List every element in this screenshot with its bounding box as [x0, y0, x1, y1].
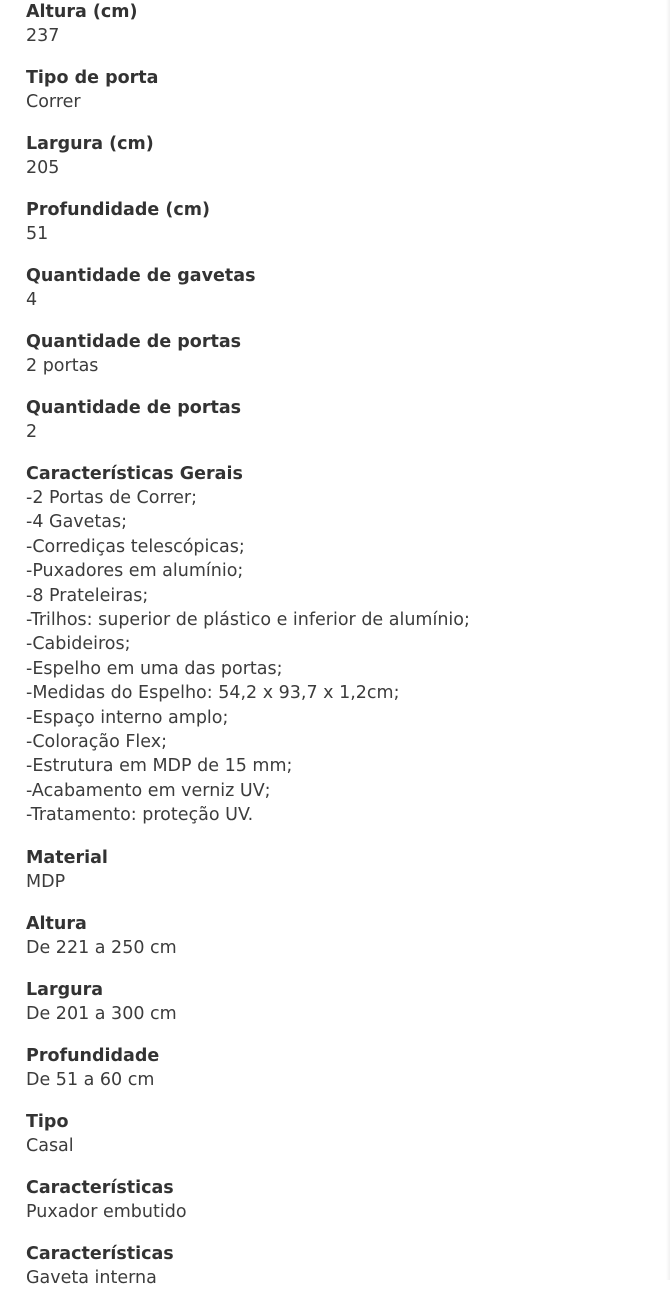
spec-label: Características	[26, 1243, 174, 1264]
spec-value: 2	[26, 422, 38, 442]
spec-label: Quantidade de gavetas	[26, 266, 256, 286]
spec-label: Tipo	[26, 1111, 69, 1132]
spec-quantidade-de-portas-numero	[26, 396, 656, 444]
spec-value: MDP	[26, 871, 66, 892]
spec-value: 4	[26, 290, 38, 310]
spec-value: De 221 a 250 cm	[26, 937, 177, 958]
spec-quantidade-de-gavetas	[26, 264, 656, 312]
spec-caracteristicas-gerais	[26, 462, 656, 828]
spec-profundidade-faixa	[26, 1044, 656, 1092]
feature-line: -4 Gavetas;	[26, 512, 128, 533]
spec-material	[26, 846, 656, 894]
spec-value: Correr	[26, 92, 81, 112]
feature-line: -Tratamento: proteção UV.	[26, 805, 254, 826]
feature-line: -8 Prateleiras;	[26, 585, 149, 606]
feature-line: -Estrutura em MDP de 15 mm;	[26, 756, 293, 777]
feature-line: -Medidas do Espelho: 54,2 x 93,7 x 1,2cm;	[26, 683, 400, 704]
spec-caracteristicas-gaveta	[26, 1242, 656, 1290]
right-edge-shadow	[666, 0, 670, 1280]
feature-line: -Cabideiros;	[26, 634, 131, 655]
spec-tipo	[26, 1110, 656, 1158]
spec-value: De 51 a 60 cm	[26, 1069, 155, 1090]
spec-value: 237	[26, 26, 60, 46]
spec-label: Altura (cm)	[26, 2, 138, 22]
spec-label: Material	[26, 847, 108, 868]
spec-quantidade-de-portas	[26, 330, 656, 378]
feature-line: -Coloração Flex;	[26, 732, 167, 753]
spec-altura-faixa	[26, 912, 656, 960]
spec-value: Puxador embutido	[26, 1201, 187, 1222]
feature-line: -Trilhos: superior de plástico e inferior de alumínio;	[26, 610, 470, 631]
features-list	[26, 486, 656, 828]
spec-label: Quantidade de portas	[26, 398, 242, 418]
feature-line: -Espelho em uma das portas;	[26, 658, 283, 679]
spec-label: Características Gerais	[26, 464, 243, 484]
product-specs-list	[26, 0, 656, 1308]
spec-label: Profundidade (cm)	[26, 200, 210, 220]
feature-line: -Corrediças telescópicas;	[26, 536, 245, 557]
spec-value: 51	[26, 224, 49, 244]
spec-value: 205	[26, 158, 60, 178]
spec-largura-faixa	[26, 978, 656, 1026]
spec-value: Gaveta interna	[26, 1267, 157, 1288]
feature-line: -2 Portas de Correr;	[26, 488, 198, 508]
spec-altura-cm	[26, 0, 656, 48]
spec-label: Largura	[26, 979, 104, 1000]
spec-profundidade-cm	[26, 198, 656, 246]
spec-label: Quantidade de portas	[26, 332, 242, 352]
spec-value: Casal	[26, 1135, 74, 1156]
spec-label: Altura	[26, 913, 87, 934]
spec-tipo-de-porta	[26, 66, 656, 114]
spec-label: Largura (cm)	[26, 134, 154, 154]
feature-line: -Puxadores em alumínio;	[26, 561, 244, 582]
feature-line: -Espaço interno amplo;	[26, 707, 229, 728]
spec-label: Profundidade	[26, 1045, 160, 1066]
spec-largura-cm	[26, 132, 656, 180]
spec-label: Tipo de porta	[26, 68, 159, 88]
spec-value: De 201 a 300 cm	[26, 1003, 177, 1024]
spec-caracteristicas-puxador	[26, 1176, 656, 1224]
feature-line: -Acabamento em verniz UV;	[26, 780, 271, 801]
spec-value: 2 portas	[26, 356, 99, 376]
spec-label: Características	[26, 1177, 174, 1198]
